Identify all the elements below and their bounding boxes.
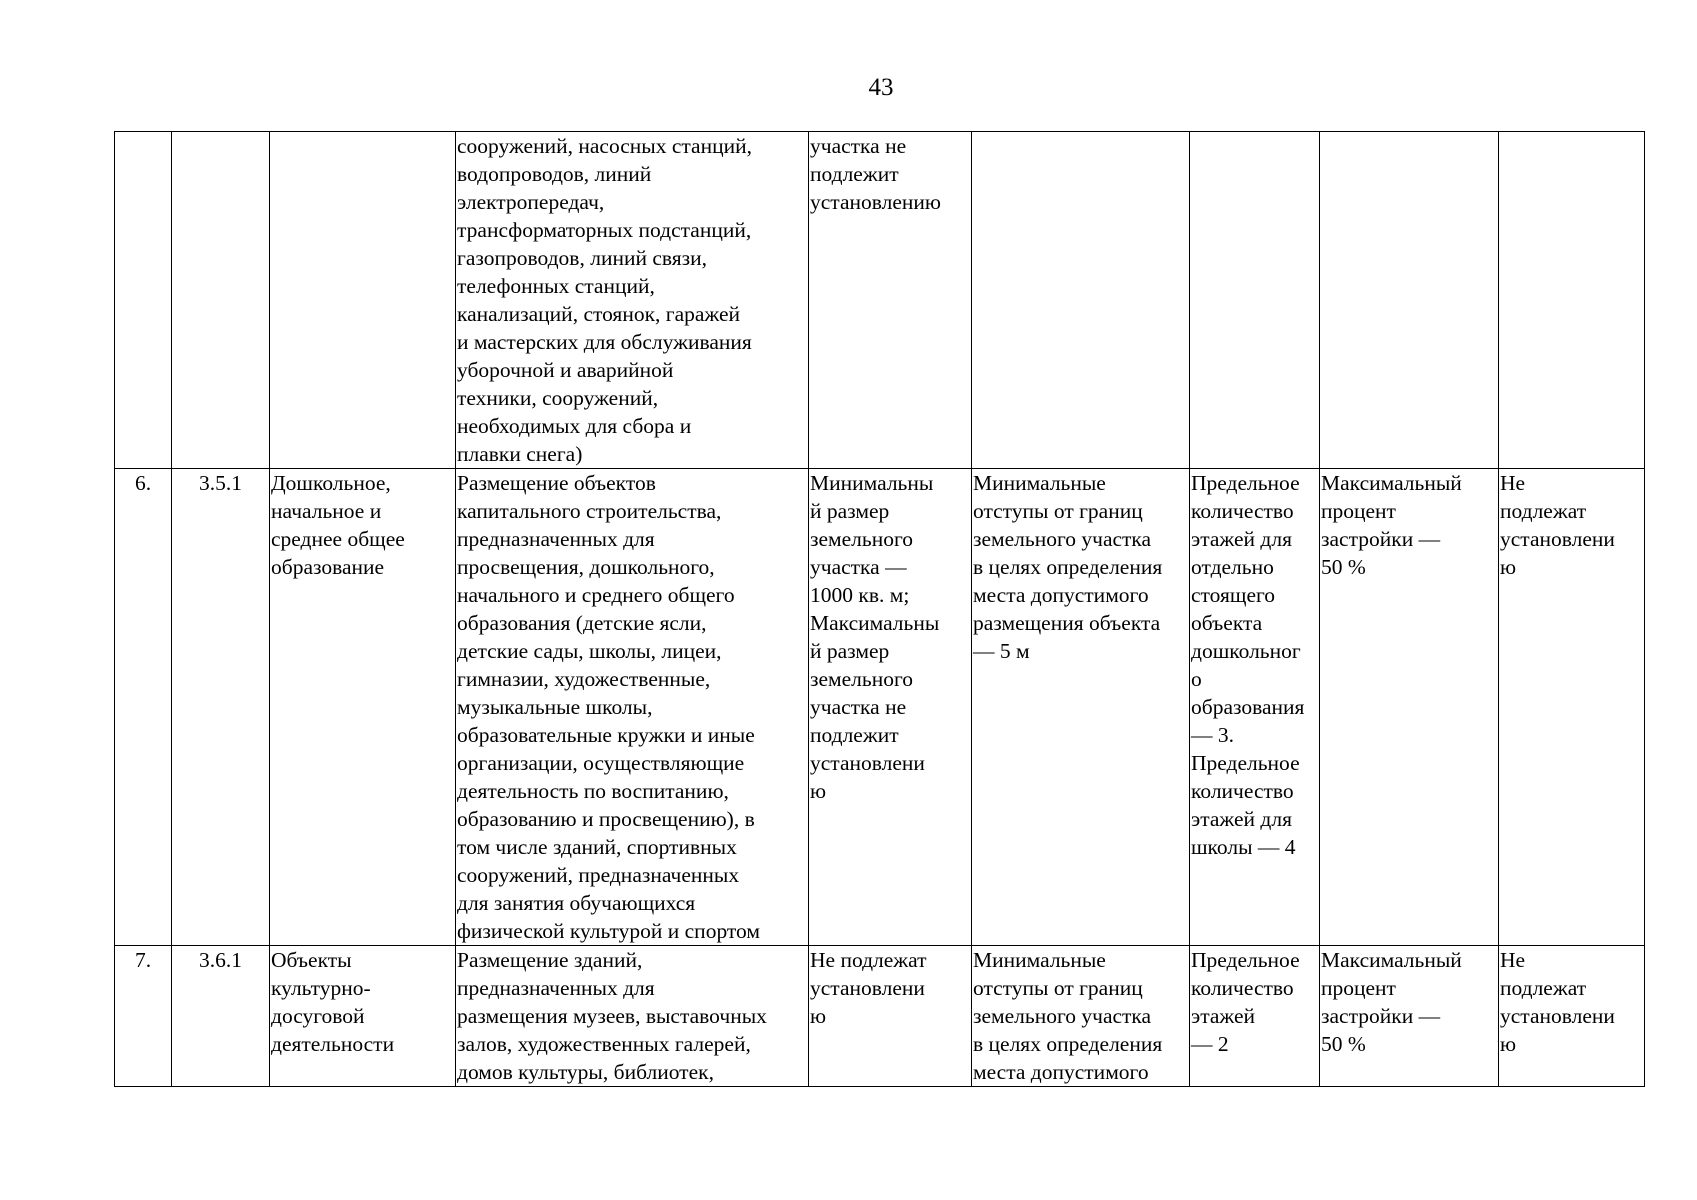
plot-size-cell: участка не подлежит установлению xyxy=(809,132,972,469)
other-params-cell: Не подлежат установлени ю xyxy=(1499,946,1645,1087)
land-use-name-cell: Объекты культурно- досуговой деятельности xyxy=(270,946,456,1087)
floors-cell xyxy=(1190,132,1320,469)
land-use-code-cell: 3.6.1 xyxy=(172,946,270,1087)
row-number-cell: 7. xyxy=(115,946,172,1087)
plot-size-cell: Не подлежат установлени ю xyxy=(809,946,972,1087)
floors-cell: Предельное количество этажей — 2 xyxy=(1190,946,1320,1087)
row-number-cell: 6. xyxy=(115,469,172,946)
other-params-cell xyxy=(1499,132,1645,469)
description-cell: Размещение зданий, предназначенных для размещения музеев, выставочных залов, художественных галерей, домов культуры, библиотек, xyxy=(456,946,809,1087)
table-row xyxy=(115,132,1645,469)
setbacks-cell: Минимальные отступы от границ земельного участка в целях определения места допустимого xyxy=(972,946,1190,1087)
land-use-name-cell xyxy=(270,132,456,469)
table-row xyxy=(115,946,1645,1087)
description-cell: Размещение объектов капитального строительства, предназначенных для просвещения, дошкольного, начального и среднего общего образования (детские ясли, детские сады, школы, лицеи, гимназии, художественные, музыкальные школы, образовательные кружки и иные организации, осуществляющие деятельность по воспитанию, образованию и просвещению), в том числе зданий, спортивных сооружений, предназначенных для занятия обучающихся физической культурой и спортом xyxy=(456,469,809,946)
setbacks-cell xyxy=(972,132,1190,469)
plot-size-cell: Минимальны й размер земельного участка — 1000 кв. м; Максимальны й размер земельного участка не подлежит установлени ю xyxy=(809,469,972,946)
coverage-cell xyxy=(1320,132,1499,469)
coverage-cell: Максимальный процент застройки — 50 % xyxy=(1320,469,1499,946)
floors-cell: Предельное количество этажей для отдельно стоящего объекта дошкольног о образования — 3. Предельное количество этажей для школы — 4 xyxy=(1190,469,1320,946)
land-use-name-cell: Дошкольное, начальное и среднее общее образование xyxy=(270,469,456,946)
description-cell: сооружений, насосных станций, водопроводов, линий электропередач, трансформаторных подстанций, газопроводов, линий связи, телефонных станций, канализаций, стоянок, гаражей и мастерских для обслуживания уборочной и аварийной техники, сооружений, необходимых для сбора и плавки снега) xyxy=(456,132,809,469)
table-row xyxy=(115,469,1645,946)
page-number: 43 xyxy=(868,74,894,101)
coverage-cell: Максимальный процент застройки — 50 % xyxy=(1320,946,1499,1087)
land-use-code-cell xyxy=(172,132,270,469)
land-use-code-cell: 3.5.1 xyxy=(172,469,270,946)
regulations-table xyxy=(114,131,1645,1087)
other-params-cell: Не подлежат установлени ю xyxy=(1499,469,1645,946)
setbacks-cell: Минимальные отступы от границ земельного участка в целях определения места допустимого размещения объекта — 5 м xyxy=(972,469,1190,946)
row-number-cell xyxy=(115,132,172,469)
